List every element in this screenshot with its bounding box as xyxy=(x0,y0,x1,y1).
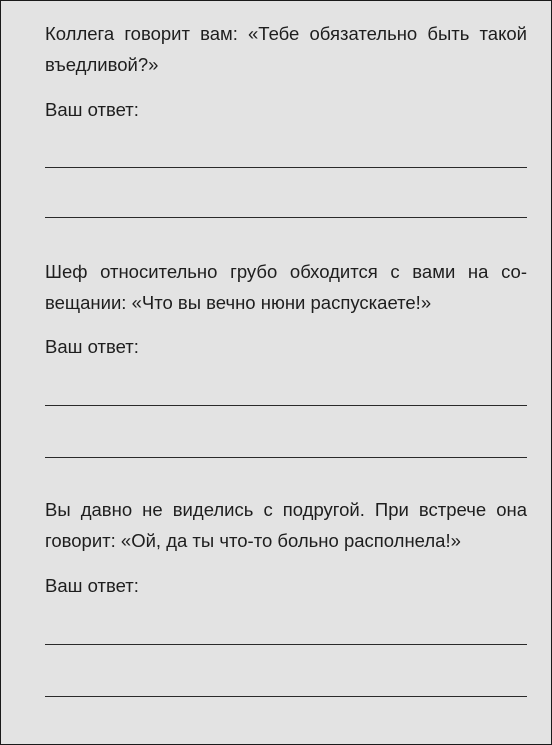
answer-line-2[interactable] xyxy=(45,696,527,697)
answer-label: Ваш ответ: xyxy=(45,575,139,596)
exercise-1 xyxy=(45,18,527,120)
exercise-prompt: Коллега говорит вам: «Тебе обязательно быть такой въедливой?» xyxy=(45,23,527,75)
answer-label: Ваш ответ: xyxy=(45,336,139,357)
answer-line-2[interactable] xyxy=(45,457,527,458)
answer-line-1[interactable] xyxy=(45,167,527,168)
exercise-prompt: Шеф относительно грубо обходится с вами на совещании: «Что вы вечно нюни распускаете!» xyxy=(45,261,527,313)
exercise-2 xyxy=(45,256,527,357)
answer-line-2[interactable] xyxy=(45,217,527,218)
answer-line-1[interactable] xyxy=(45,644,527,645)
answer-line-1[interactable] xyxy=(45,405,527,406)
exercise-3 xyxy=(45,494,527,596)
answer-label: Ваш ответ: xyxy=(45,99,139,120)
exercise-prompt: Вы давно не виделись с подругой. При встрече она говорит: «Ой, да ты что-то больно располнела!» xyxy=(45,499,527,551)
